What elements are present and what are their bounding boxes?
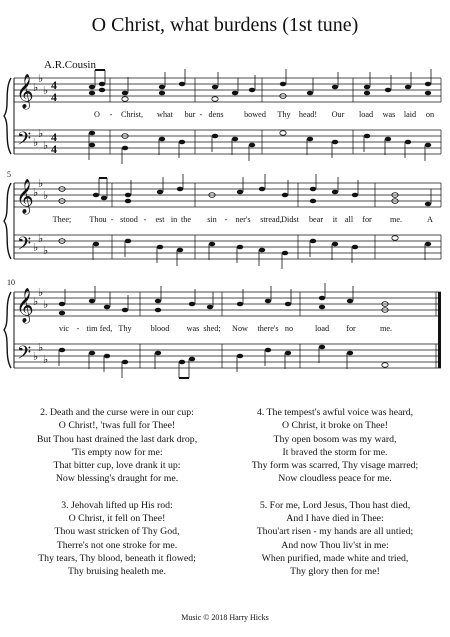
svg-text:♭: ♭ <box>38 128 44 140</box>
time-sig-lower: 4 <box>51 90 57 104</box>
lyric-syllable: bowed <box>244 110 266 119</box>
lyric-syllable: for <box>346 324 356 333</box>
verse-line: When purified, made white and tried, <box>261 552 409 564</box>
lyric-syllable: shed; <box>203 324 221 333</box>
lyric-syllable: head! <box>298 110 318 119</box>
svg-text:♭: ♭ <box>38 342 44 354</box>
verse-line: 'Tis empty now for me: <box>71 446 163 458</box>
lyric-syllable: laid <box>403 110 417 119</box>
time-sig-upper: 4 <box>51 78 57 92</box>
lyric-syllable: bur <box>184 110 196 119</box>
lyric-syllable: - <box>143 215 147 224</box>
lyric-syllable: load <box>314 324 330 333</box>
verse-line: Thy tears, Thy blood, beneath it flowed; <box>38 552 196 564</box>
lyric-syllable: what <box>157 110 173 119</box>
svg-text:♭: ♭ <box>43 190 49 202</box>
time-sig-lower-bass: 4 <box>51 142 57 156</box>
svg-text:♭: ♭ <box>38 73 44 85</box>
svg-text:♭: ♭ <box>43 140 49 152</box>
lyric-syllable: - <box>109 110 113 119</box>
lyric-syllable: Didst <box>281 215 299 224</box>
lyric-syllable: ner's <box>235 215 251 224</box>
lyric-syllable: tim <box>86 324 98 333</box>
lyric-syllable: on <box>425 110 435 119</box>
svg-text:♭: ♭ <box>33 137 39 149</box>
lyric-syllable: Now <box>232 324 248 333</box>
lyric-syllable: no <box>284 324 294 333</box>
svg-text:♭: ♭ <box>38 287 44 299</box>
verse-line: It braved the storm for me. <box>282 446 388 458</box>
verse-line: That bitter cup, love drank it up: <box>53 460 181 472</box>
measure-number: 10 <box>7 278 15 287</box>
verse-line: Thou'art risen - my hands are all untied; <box>256 526 414 538</box>
measure-number: 5 <box>7 170 11 179</box>
lyric-syllable: for <box>362 215 372 224</box>
verses-left-column <box>12 406 222 579</box>
svg-text:𝄢: 𝄢 <box>17 342 32 367</box>
lyric-syllable: sin <box>207 215 217 224</box>
verse-2 <box>12 406 222 486</box>
svg-text:𝄞: 𝄞 <box>16 289 34 322</box>
verse-line: Thy bruising healeth me. <box>68 566 166 578</box>
verse-line: O Christ, it fell on Thee! <box>68 513 166 525</box>
svg-text:♭: ♭ <box>38 178 44 190</box>
verse-line: But Thou hast drained the last dark drop, <box>36 433 198 445</box>
lyric-syllable: vic <box>58 324 70 333</box>
lyric-syllable: fed, <box>99 324 113 333</box>
verse-line: And I have died in Thee: <box>286 513 384 525</box>
copyright-footer: Music © 2018 Harry Hicks <box>181 613 269 622</box>
lyric-syllable: it <box>332 215 338 224</box>
lyric-syllable: Thee; <box>52 215 72 224</box>
lyric-syllable: was <box>186 324 200 333</box>
lyric-syllable: - <box>110 215 114 224</box>
lyric-syllable: me. <box>379 324 393 333</box>
svg-text:𝄞: 𝄞 <box>16 180 34 213</box>
svg-text:𝄢: 𝄢 <box>17 233 32 258</box>
svg-text:♭: ♭ <box>43 354 49 366</box>
verse-line: Therre's not one stroke for me. <box>56 539 178 551</box>
lyric-syllable: blood <box>150 324 170 333</box>
verse-line: Thy glory then for me! <box>290 566 380 578</box>
lyric-syllable: A <box>427 215 433 224</box>
lyric-syllable: bear <box>308 215 324 224</box>
verse-line: Now cloudless peace for me. <box>278 473 392 485</box>
svg-text:♭: ♭ <box>38 233 44 245</box>
verse-line: 3. Jehovah lifted up His rod: <box>61 499 173 511</box>
svg-text:♭: ♭ <box>33 187 39 199</box>
svg-text:♭: ♭ <box>33 351 39 363</box>
lyric-syllable: est <box>155 215 165 224</box>
svg-text:𝄢: 𝄢 <box>17 128 32 153</box>
verse-4 <box>226 406 444 486</box>
verses-right-column <box>226 406 444 579</box>
verse-5 <box>226 499 444 579</box>
lyric-syllable: dens <box>208 110 224 119</box>
lyric-syllable: Thy <box>118 324 132 333</box>
lyric-syllable: - <box>224 215 228 224</box>
time-sig-upper-bass: 4 <box>51 130 57 144</box>
lyric-syllable: stread, <box>260 215 282 224</box>
svg-text:♭: ♭ <box>33 296 39 308</box>
verse-line: Thou wast stricken of Thy God, <box>54 526 180 538</box>
svg-text:♭: ♭ <box>43 299 49 311</box>
lyric-syllable: in <box>170 215 178 224</box>
verse-line: Thy open bosom was my ward, <box>273 433 397 445</box>
lyric-syllable: was <box>382 110 396 119</box>
lyric-syllable: there's <box>257 324 279 333</box>
lyric-syllable: the <box>180 215 192 224</box>
lyric-syllable: Our <box>331 110 345 119</box>
lyric-syllable: - <box>199 110 203 119</box>
lyric-syllable: me. <box>389 215 403 224</box>
lyric-syllable: all <box>344 215 354 224</box>
verse-line: Thy form was scarred, Thy visage marred; <box>251 460 419 472</box>
lyric-syllable: - <box>76 324 80 333</box>
svg-text:𝄞: 𝄞 <box>16 75 34 108</box>
lyric-syllable: O <box>94 110 100 119</box>
verse-3 <box>12 499 222 579</box>
verse-line: And now Thou liv'st in me: <box>281 539 389 551</box>
svg-text:♭: ♭ <box>33 242 39 254</box>
verse-line: 2. Death and the curse were in our cup: <box>40 407 194 418</box>
verse-line: O Christ!, 'twas full for Thee! <box>58 420 176 432</box>
lyric-syllable: Thy <box>277 110 291 119</box>
composer-credit: A.R.Cousin <box>44 59 96 71</box>
verse-line: Now blessing's draught for me. <box>55 473 179 485</box>
page-title: O Christ, what burdens (1st tune) <box>91 14 359 36</box>
lyric-syllable: Thou <box>89 215 107 224</box>
svg-text:♭: ♭ <box>43 85 49 97</box>
verse-line: O Christ, it broke on Thee! <box>282 420 388 432</box>
lyric-syllable: Christ, <box>120 110 144 119</box>
svg-text:♭: ♭ <box>33 82 39 94</box>
lyric-syllable: load <box>358 110 374 119</box>
verse-line: 4. The tempest's awful voice was heard, <box>256 407 414 418</box>
verse-line: 5. For me, Lord Jesus, Thou hast died, <box>259 499 411 511</box>
svg-text:♭: ♭ <box>43 245 49 257</box>
lyric-syllable: stood <box>120 215 138 224</box>
